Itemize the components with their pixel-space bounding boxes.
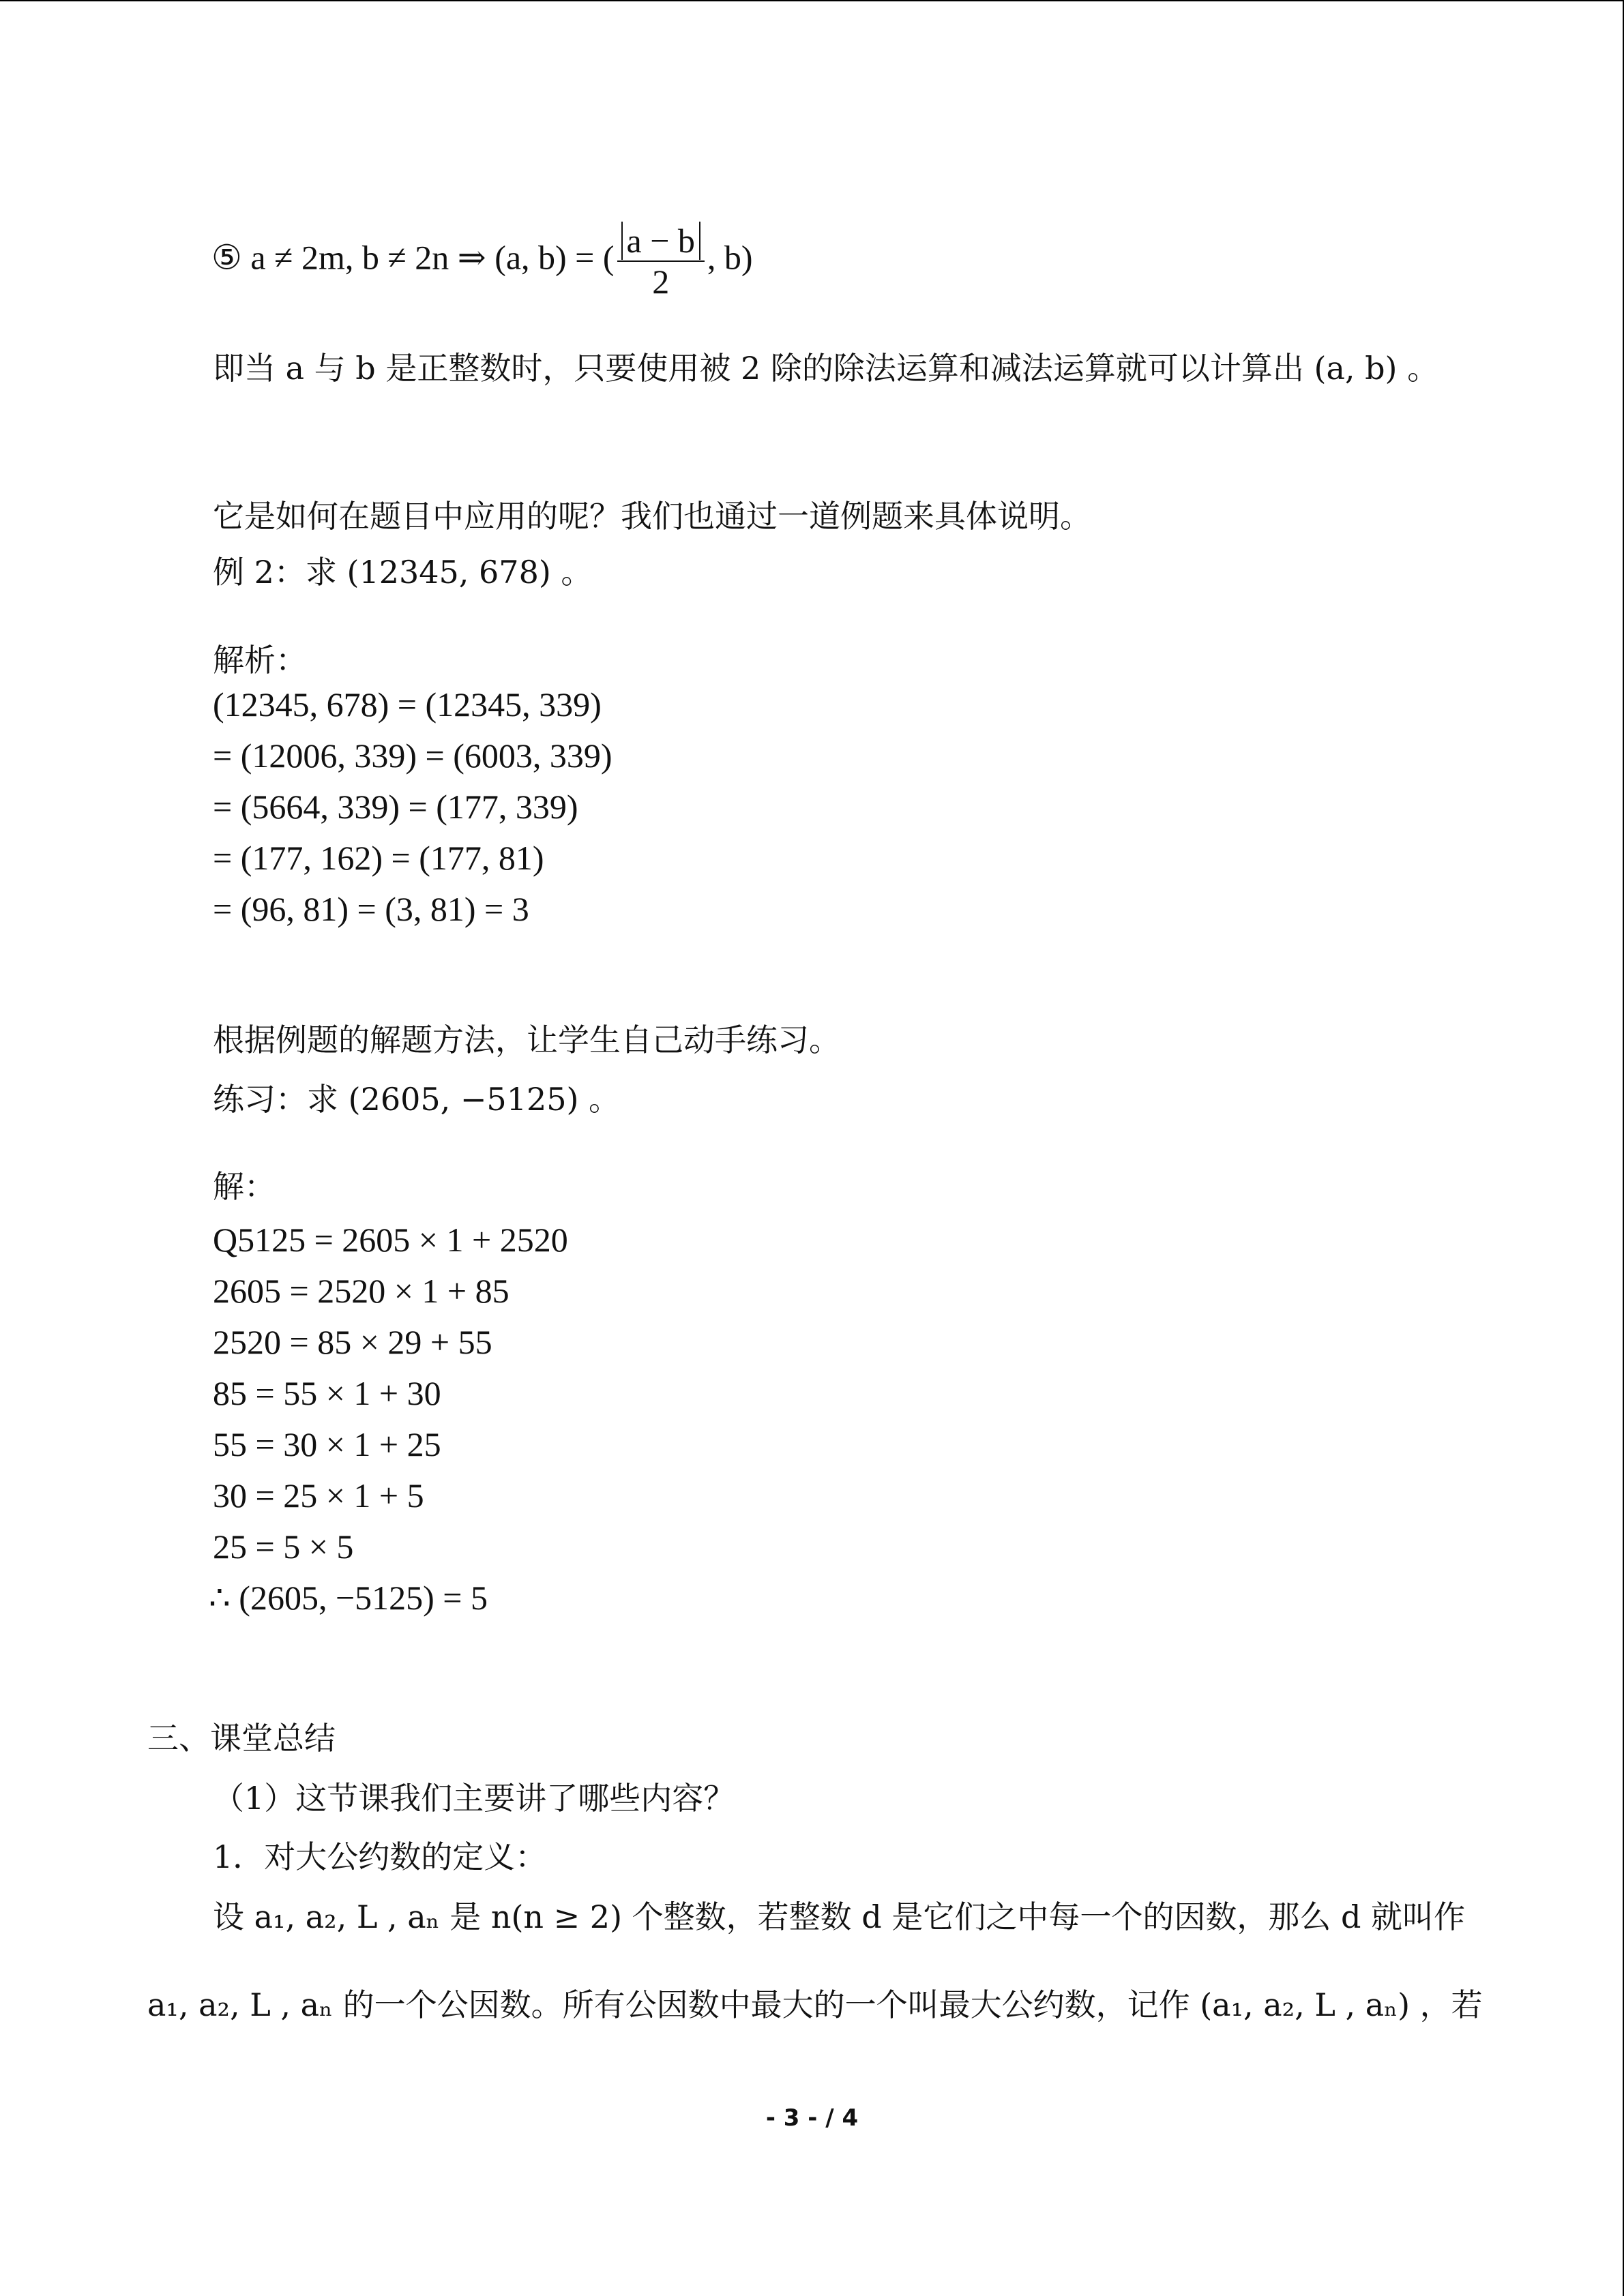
solution-step: 55 = 30 × 1 + 25 <box>213 1425 441 1463</box>
analysis-step: (12345, 678) = (12345, 339) <box>213 685 602 724</box>
solution-step: 2605 = 2520 × 1 + 85 <box>213 1272 510 1310</box>
solution-label: 解： <box>213 1168 276 1205</box>
analysis-step: = (5664, 339) = (177, 339) <box>213 788 578 826</box>
fraction-denominator: 2 <box>652 263 670 301</box>
page-number: - 3 - / 4 <box>765 2104 859 2132</box>
positive-integer-note: 即当 a 与 b 是正整数时，只要使用被 2 除的除法运算和减法运算就可以计算出 (a, b) 。 <box>213 350 1439 387</box>
practice-intro: 根据例题的解题方法，让学生自己动手练习。 <box>213 1022 840 1058</box>
definition-line-2: a₁, a₂, L , aₙ 的一个公因数。所有公因数中最大的一个叫最大公约数，记作 (a₁, a₂, L , aₙ) ，若 <box>147 1986 1483 2023</box>
summary-question-1: （1）这节课我们主要讲了哪些内容？ <box>213 1780 735 1817</box>
solution-step: 2520 = 85 × 29 + 55 <box>213 1323 492 1361</box>
example-2: 例 2：求 (12345, 678) 。 <box>213 554 593 591</box>
analysis-step: = (96, 81) = (3, 81) = 3 <box>213 890 529 928</box>
circled-five-marker: ⑤ <box>211 238 242 277</box>
formula-lhs: a ≠ 2m, b ≠ 2n ⇒ (a, b) = ( <box>250 238 615 277</box>
formula-rhs: , b) <box>707 238 753 277</box>
solution-step: 85 = 55 × 1 + 30 <box>213 1374 441 1412</box>
solution-conclusion: ∴ (2605, −5125) = 5 <box>209 1579 488 1617</box>
definition-heading: 1．对大公约数的定义： <box>213 1838 547 1875</box>
analysis-step: = (12006, 339) = (6003, 339) <box>213 736 612 775</box>
property-5-formula <box>211 224 753 299</box>
definition-line-1: 设 a₁, a₂, L , aₙ 是 n(n ≥ 2) 个整数，若整数 d 是它们之中每一个的因数，那么 d 就叫作 <box>213 1898 1466 1935</box>
section-3-title: 三、课堂总结 <box>147 1720 336 1757</box>
practice-problem: 练习：求 (2605, −5125) 。 <box>213 1081 621 1118</box>
analysis-step: = (177, 162) = (177, 81) <box>213 839 544 877</box>
solution-step: 25 = 5 × 5 <box>213 1527 354 1566</box>
example-intro: 它是如何在题目中应用的呢？我们也通过一道例题来具体说明。 <box>213 498 1091 535</box>
fraction-numerator: a − b <box>621 222 700 260</box>
fraction <box>617 224 705 299</box>
solution-step: 30 = 25 × 1 + 5 <box>213 1476 424 1515</box>
solution-step: Q5125 = 2605 × 1 + 2520 <box>213 1221 568 1259</box>
analysis-label: 解析： <box>213 642 307 679</box>
